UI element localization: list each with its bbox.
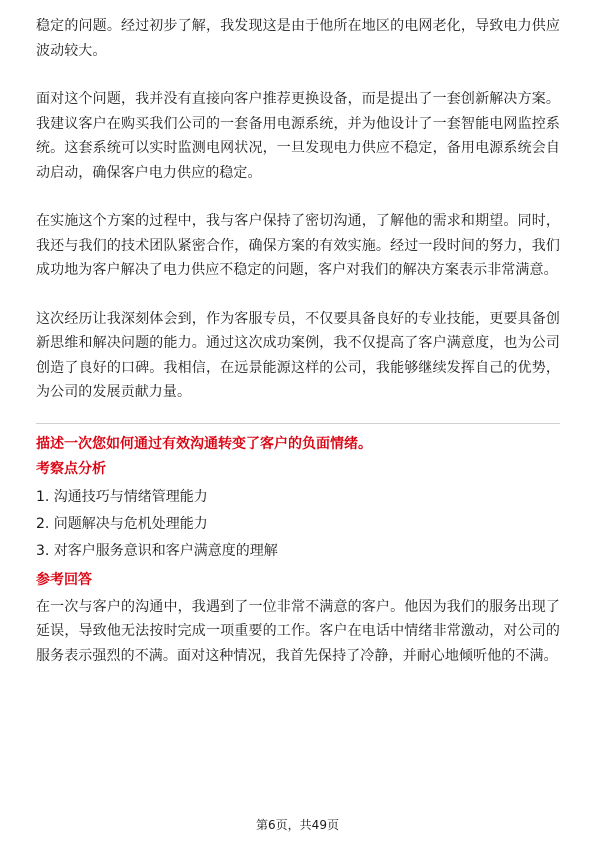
analysis-point-3: 3. 对客户服务意识和客户满意度的理解 [36, 542, 278, 559]
document-page [36, 14, 560, 668]
question-heading: 描述一次您如何通过有效沟通转变了客户的负面情绪。 [36, 435, 372, 452]
paragraph-1: 稳定的问题。经过初步了解，我发现这是由于他所在地区的电网老化，导致电力供应波动较大。 [36, 18, 560, 59]
analysis-point-2: 2. 问题解决与危机处理能力 [36, 515, 208, 532]
section-divider [36, 423, 560, 424]
paragraph-gap [36, 185, 560, 209]
paragraph-4: 这次经历让我深刻体会到，作为客服专员，不仅要具备良好的专业技能，更要具备创新思维和解决问题的能力。通过这次成功案例，我不仅提高了客户满意度，也为公司创造了良好的口碑。我相信，在远景能源这样的公司，我能够继续发挥自己的优势，为公司的发展贡献力量。 [36, 310, 560, 400]
paragraph-gap [36, 63, 560, 87]
paragraph-gap [36, 283, 560, 307]
answer-title: 参考回答 [36, 571, 92, 588]
analysis-point-1: 1. 沟通技巧与情绪管理能力 [36, 488, 208, 505]
page-footer: 第6页，共49页 [256, 818, 339, 832]
analysis-title: 考察点分析 [36, 460, 106, 477]
paragraph-3: 在实施这个方案的过程中，我与客户保持了密切沟通，了解他的需求和期望。同时，我还与我们的技术团队紧密合作，确保方案的有效实施。经过一段时间的努力，我们成功地为客户解决了电力供应不稳定的问题，客户对我们的解决方案表示非常满意。 [36, 213, 560, 278]
answer-paragraph: 在一次与客户的沟通中，我遇到了一位非常不满意的客户。他因为我们的服务出现了延误，导致他无法按时完成一项重要的工作。客户在电话中情绪非常激动，对公司的服务表示强烈的不满。面对这种情况，我首先保持了冷静，并耐心地倾听他的不满。 [36, 598, 560, 664]
paragraph-2: 面对这个问题，我并没有直接向客户推荐更换设备，而是提出了一套创新解决方案。我建议客户在购买我们公司的一套备用电源系统，并为他设计了一套智能电网监控系统。这套系统可以实时监测电网状况，一旦发现电力供应不稳定，备用电源系统会自动启动，确保客户电力供应的稳定。 [36, 91, 560, 181]
